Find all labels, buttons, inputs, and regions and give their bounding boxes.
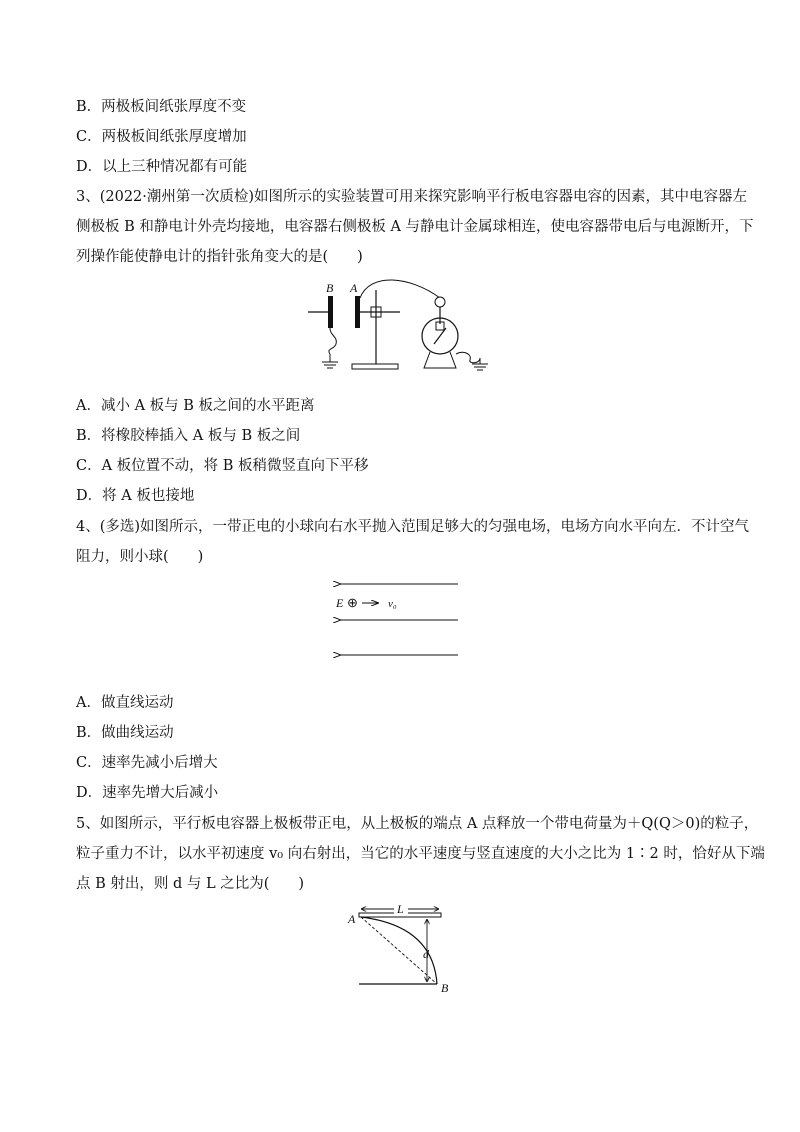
q4-option-b: B．做曲线运动 bbox=[76, 725, 174, 741]
q3-stem-line-2: 侧极板 B 和静电计外壳均接地，电容器右侧极板 A 与静电计金属球相连，使电容器带电后与电源断开，下 bbox=[76, 219, 754, 235]
q5-stem-line-3: 点 B 射出，则 d 与 L 之比为( ) bbox=[76, 876, 305, 892]
q5-label-b: B bbox=[441, 981, 449, 995]
q4-option-d: D．速率先增大后减小 bbox=[76, 785, 219, 801]
q3-option-c: C．A 板位置不动，将 B 板稍微竖直向下平移 bbox=[76, 458, 369, 474]
q3-plate-b bbox=[328, 296, 333, 328]
q3-label-b: B bbox=[326, 281, 334, 295]
q5-label-a: A bbox=[348, 912, 356, 926]
q5-label-l: L bbox=[397, 902, 404, 916]
q5-stem bbox=[76, 809, 765, 899]
q3-stem bbox=[76, 182, 754, 272]
q3-capacitor-electrometer-figure bbox=[300, 278, 500, 374]
q4-option-c: C．速率先减小后增大 bbox=[76, 755, 218, 771]
q3-option-b: B．将橡胶棒插入 A 板与 B 板之间 bbox=[76, 428, 301, 444]
q3-option-a: A．减小 A 板与 B 板之间的水平距离 bbox=[76, 398, 315, 414]
q5-stem-line-2: 粒子重力不计，以水平初速度 v₀ 向右射出，当它的水平速度与竖直速度的大小之比为 1∶2 时，恰好从下端 bbox=[76, 846, 765, 862]
q3-plate-a bbox=[355, 296, 360, 328]
q4-positive-charge-icon: ⊕ bbox=[347, 595, 358, 610]
q5-stem-line-1: 5、如图所示，平行板电容器上极板带正电，从上极板的端点 A 点释放一个带电荷量为＋Q(Q＞0)的粒子， bbox=[76, 816, 759, 832]
q2-option-d: D．以上三种情况都有可能 bbox=[76, 159, 248, 175]
q3-option-d: D．将 A 板也接地 bbox=[76, 488, 195, 504]
q4-stem-line-2: 阻力，则小球( ) bbox=[76, 549, 204, 565]
q2-option-c: C．两极板间纸张厚度增加 bbox=[76, 129, 247, 145]
q4-stem bbox=[76, 512, 750, 572]
q2-option-b: B．两极板间纸张厚度不变 bbox=[76, 99, 247, 115]
q4-option-a: A．做直线运动 bbox=[76, 695, 174, 711]
q4-stem-line-1: 4、(多选)如图所示，一带正电的小球向右水平抛入范围足够大的匀强电场，电场方向水平向左．不计空气 bbox=[76, 519, 750, 535]
q3-electrometer-ball bbox=[435, 297, 445, 307]
q3-stem-line-3: 列操作能使静电计的指针张角变大的是( ) bbox=[76, 249, 363, 265]
q3-stem-line-1: 3、(2022·潮州第一次质检)如图所示的实验装置可用来探究影响平行板电容器电容的因素，其中电容器左 bbox=[76, 189, 748, 205]
q4-label-v0: v₀ bbox=[388, 598, 397, 610]
q4-electric-field-figure bbox=[330, 578, 470, 662]
q5-capacitor-trajectory-figure bbox=[345, 904, 460, 996]
q5-label-d: d bbox=[423, 947, 429, 961]
q3-label-a: A bbox=[350, 281, 358, 295]
q4-label-e: E bbox=[336, 596, 344, 610]
